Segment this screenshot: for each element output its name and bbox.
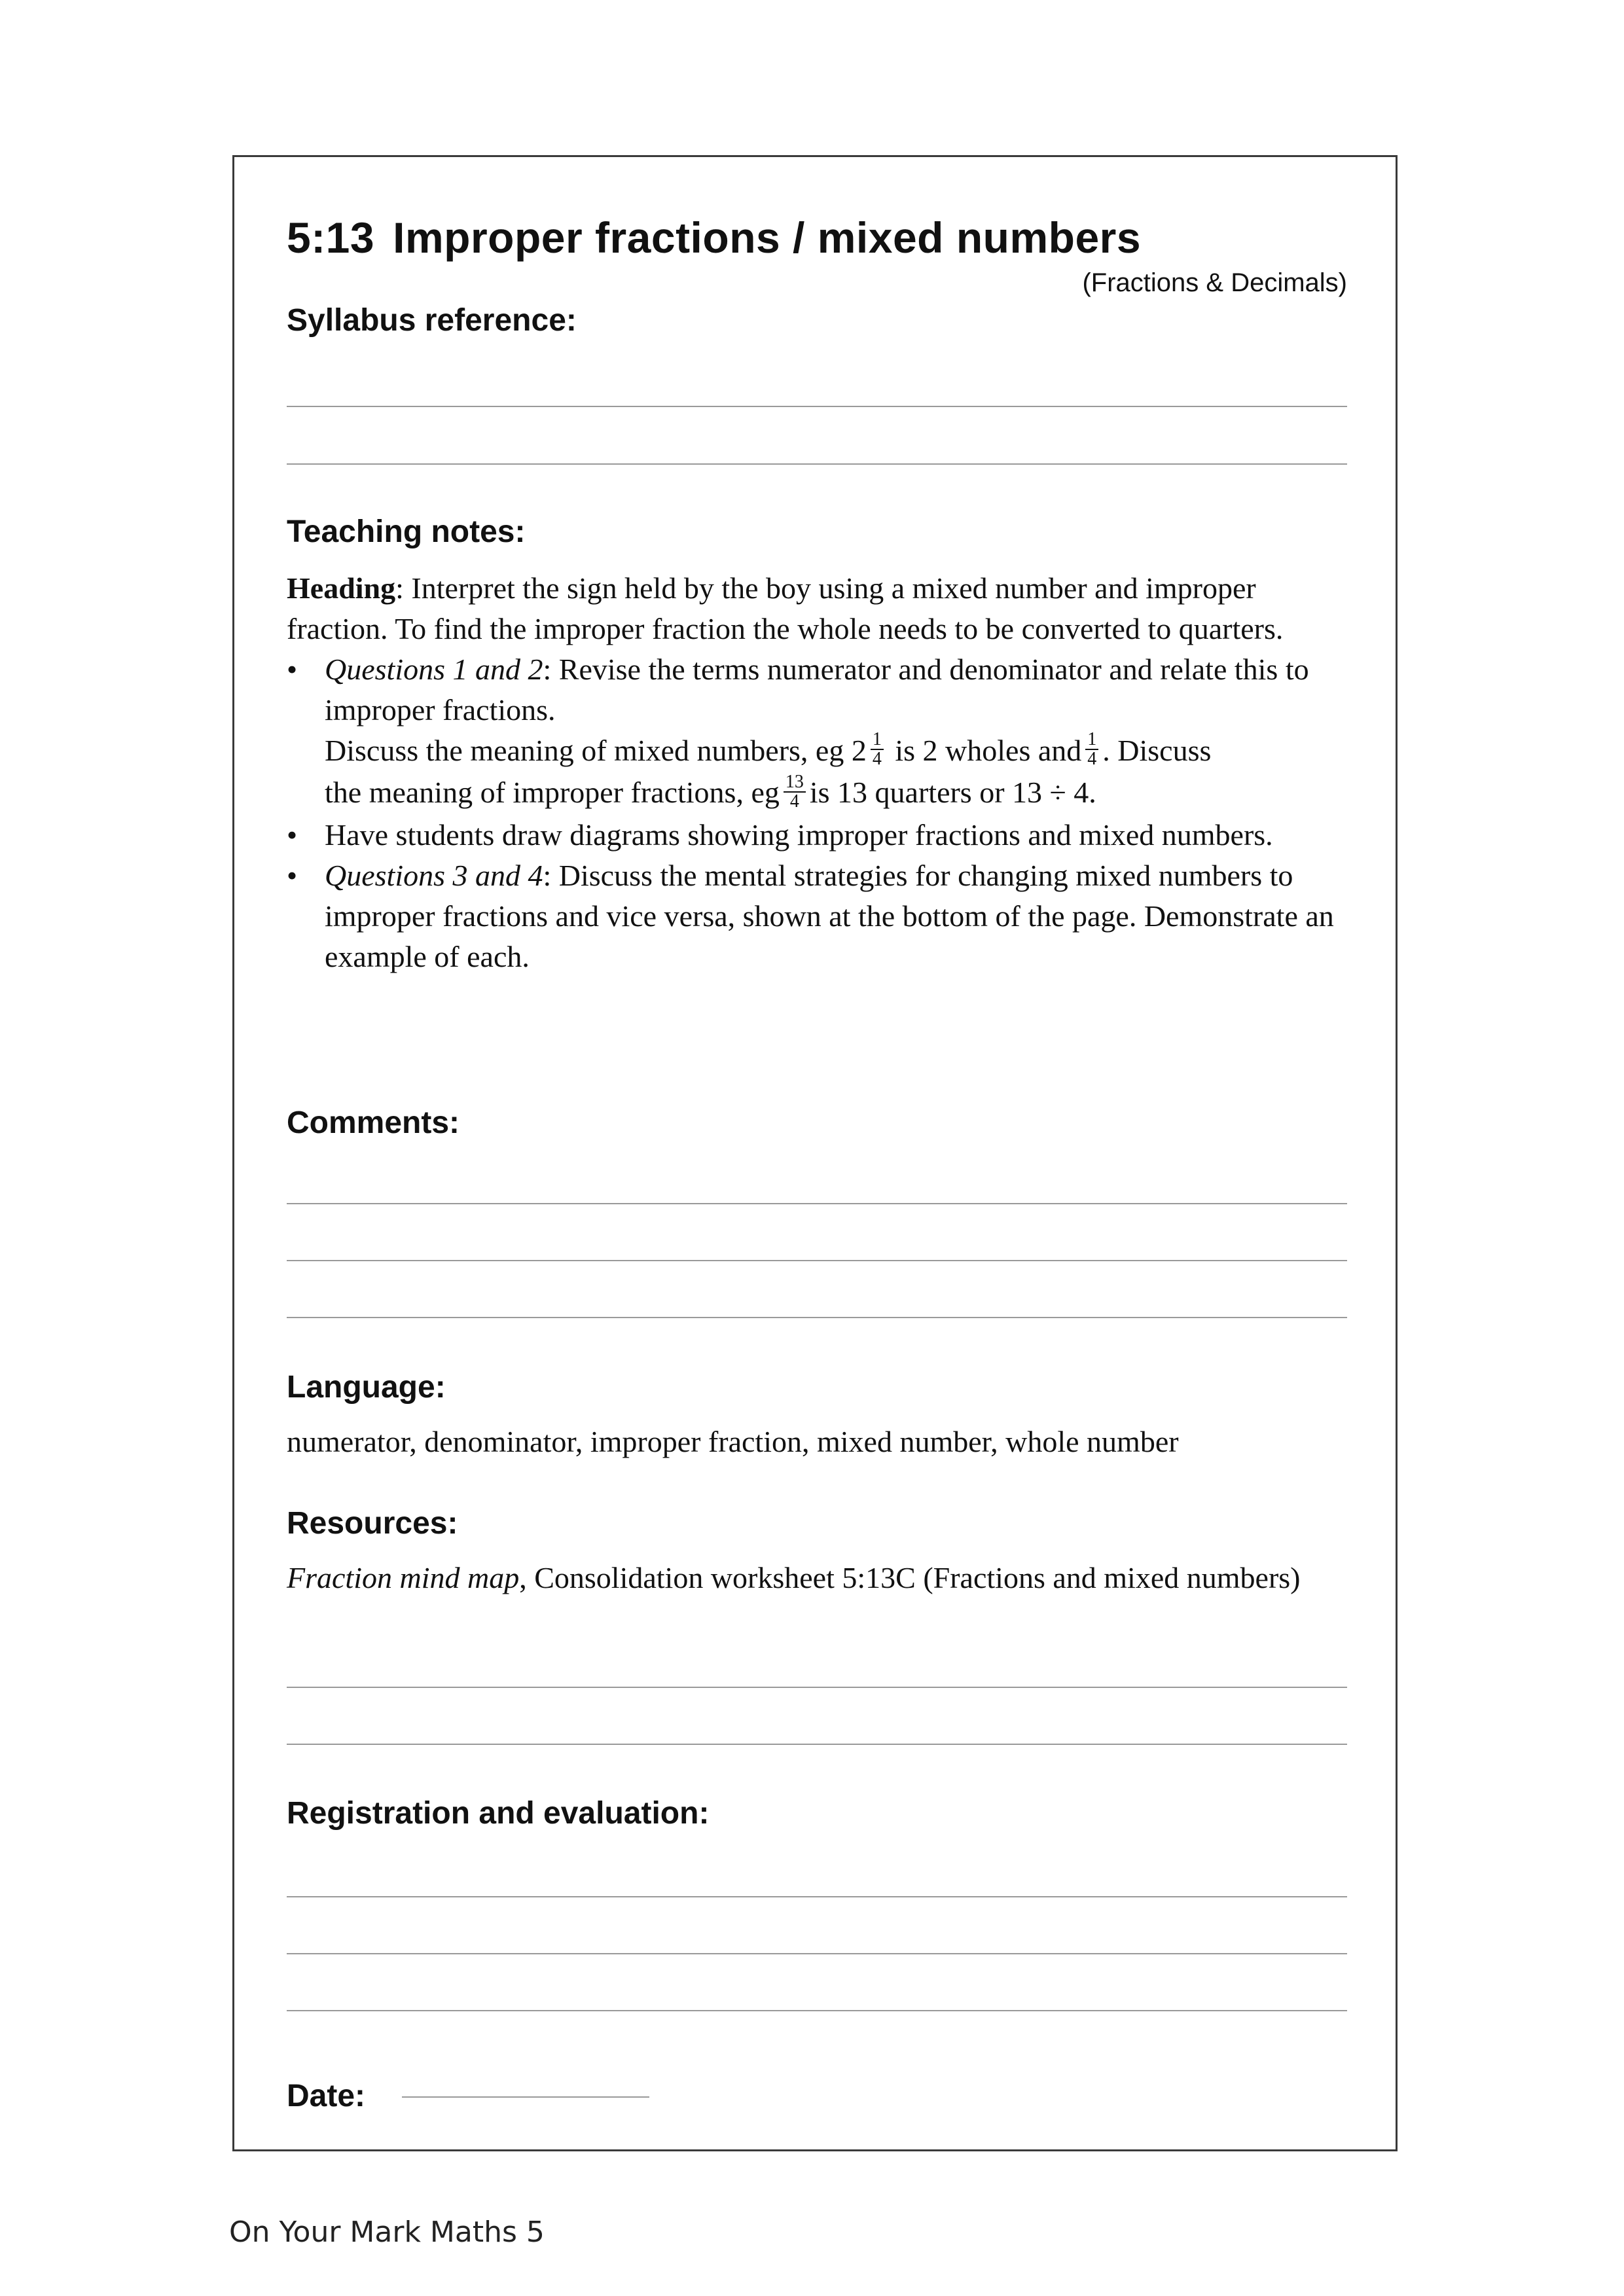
bullet1-improper-example: [325, 772, 1347, 814]
fraction-thirteen-quarters: [784, 773, 806, 811]
bullet-icon: •: [287, 653, 298, 686]
registration-line-3: [287, 2010, 1347, 2011]
title-text: Improper fractions / mixed numbers: [393, 213, 1142, 262]
mixed-example-text-3: . Discuss: [1102, 734, 1212, 767]
registration-heading: Registration and evaluation:: [287, 1796, 710, 1831]
list-item: [287, 649, 1347, 815]
comments-line-1: [287, 1203, 1347, 1204]
worksheet-frame: [232, 155, 1398, 2151]
heading-note-label: Heading: [287, 571, 396, 605]
list-item: [287, 855, 1347, 977]
fraction-numerator: 13: [784, 773, 806, 793]
resources-text: [287, 1558, 1347, 1598]
teaching-notes-body: [287, 568, 1347, 977]
bullet2-text: Have students draw diagrams showing improper fractions and mixed numbers.: [325, 817, 1273, 852]
syllabus-line-2: [287, 463, 1347, 465]
improper-example-text-2: is 13 quarters or 13 ÷ 4.: [809, 776, 1096, 810]
strand-subtitle: (Fractions & Decimals): [1082, 268, 1347, 297]
resources-heading: Resources:: [287, 1506, 458, 1541]
comments-heading: Comments:: [287, 1105, 460, 1140]
title-number: 5:13: [287, 213, 375, 262]
date-line: [402, 2096, 649, 2098]
syllabus-line-1: [287, 406, 1347, 407]
bullet1-mixed-example: [325, 730, 1347, 772]
resources-line-2: [287, 1744, 1347, 1745]
list-item: [287, 815, 1347, 855]
bullet3-questions: Questions 3 and 4: [325, 858, 543, 892]
comments-line-3: [287, 1317, 1347, 1318]
fraction-numerator: 1: [871, 730, 884, 750]
date-label: Date:: [287, 2079, 366, 2113]
page-title: [287, 213, 1141, 262]
mixed-example-text: Discuss the meaning of mixed numbers, eg 2: [325, 734, 867, 767]
fraction-one-quarter: [871, 730, 884, 768]
fraction-numerator: 1: [1085, 730, 1098, 750]
resources-line-1: [287, 1687, 1347, 1688]
teaching-notes-heading: Teaching notes:: [287, 514, 526, 549]
syllabus-heading: Syllabus reference:: [287, 303, 577, 338]
bullet3-text: : Discuss the mental strategies for changing mixed numbers to improper fractions and vice versa, shown at the bottom of the page. Demonstrate an example of each.: [325, 858, 1334, 973]
heading-note-text: : Interpret the sign held by the boy using a mixed number and improper fraction. To find the improper fraction the whole needs to be converted to quarters.: [287, 571, 1284, 645]
improper-example-text: the meaning of improper fractions, eg: [325, 776, 780, 810]
mixed-example-text-2: is 2 wholes and: [887, 734, 1082, 767]
bullet1-text: : Revise the terms numerator and denominator and relate this to improper fractions.: [325, 653, 1309, 726]
resources-mind-map: Fraction mind map: [287, 1561, 520, 1594]
page-footer: On Your Mark Maths 5: [229, 2215, 545, 2249]
registration-line-2: [287, 1953, 1347, 1954]
fraction-denominator: 4: [872, 749, 882, 770]
language-text: numerator, denominator, improper fraction, mixed number, whole number: [287, 1425, 1179, 1458]
resources-worksheet: , Consolidation worksheet 5:13C (Fractions and mixed numbers): [519, 1561, 1301, 1594]
registration-line-1: [287, 1896, 1347, 1897]
fraction-one-quarter-2: [1085, 730, 1098, 768]
heading-note: [287, 568, 1347, 649]
bullet1-questions: Questions 1 and 2: [325, 653, 543, 686]
language-heading: Language:: [287, 1370, 446, 1405]
fraction-denominator: 4: [1087, 749, 1097, 770]
bullet-icon: •: [287, 858, 298, 892]
comments-line-2: [287, 1260, 1347, 1261]
bullet-icon: •: [287, 817, 298, 852]
fraction-denominator: 4: [789, 791, 799, 812]
